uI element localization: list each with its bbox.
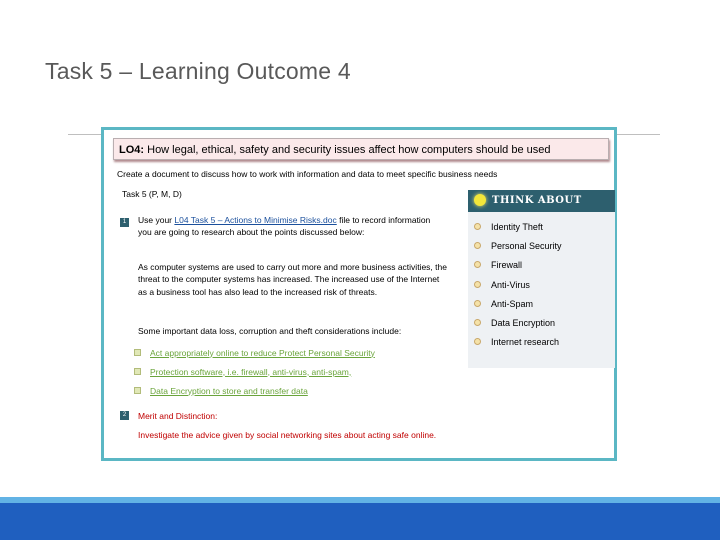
step-1-intro bbox=[138, 214, 438, 239]
list-item bbox=[474, 318, 562, 337]
think-item-label: Identity Theft bbox=[491, 222, 543, 232]
think-item-label: Anti-Spam bbox=[491, 298, 534, 309]
think-about-title: THINK ABOUT bbox=[492, 195, 582, 206]
square-bullet-icon bbox=[134, 387, 141, 394]
bullet-icon bbox=[474, 261, 481, 268]
list-item bbox=[134, 381, 375, 400]
instruction-text: Create a document to discuss how to work with information and data to meet specific business needs bbox=[117, 169, 498, 179]
think-item-label: Personal Security bbox=[491, 241, 562, 252]
list-item bbox=[474, 260, 562, 279]
bullet-icon bbox=[474, 300, 481, 307]
list-item bbox=[134, 343, 375, 362]
slide-title: Task 5 – Learning Outcome 4 bbox=[45, 58, 351, 84]
think-item-label: Data Encryption bbox=[491, 317, 556, 328]
bullet-icon bbox=[474, 242, 481, 249]
list-item bbox=[474, 222, 562, 241]
merit-text: Investigate the advice given by social networking sites about acting safe online. bbox=[138, 430, 437, 440]
banner-prefix: LO4: bbox=[119, 144, 145, 156]
considerations-list bbox=[134, 343, 375, 400]
bullet-icon bbox=[474, 223, 481, 230]
task-label: Task 5 (P, M, D) bbox=[122, 189, 182, 199]
lightbulb-icon bbox=[474, 194, 486, 206]
data-encryption-link[interactable]: Data Encryption to store and transfer data bbox=[150, 385, 308, 396]
merit-title: Merit and Distinction: bbox=[138, 411, 218, 421]
step-1-context: As computer systems are used to carry out more and more business activities, the threat to the computer systems has increased. The increased use of the Internet as a business tool has also lead to the increased risk of threats. bbox=[138, 262, 447, 297]
think-about-header bbox=[468, 190, 615, 212]
learning-outcome-banner bbox=[113, 138, 609, 160]
think-item-label: Anti-Virus bbox=[491, 279, 530, 290]
considerations-intro: Some important data loss, corruption and theft considerations include: bbox=[138, 326, 402, 336]
task-panel bbox=[101, 127, 617, 461]
bullet-icon bbox=[474, 338, 481, 345]
think-item-label: Internet research bbox=[491, 337, 560, 348]
think-item-label: Firewall bbox=[491, 260, 523, 271]
bullet-icon bbox=[474, 281, 481, 288]
intro-suffix: file to record information you are going to research about the points discussed below: bbox=[138, 215, 431, 238]
bullet-icon bbox=[474, 319, 481, 326]
footer-bar bbox=[0, 503, 720, 540]
step-2-marker: 2 bbox=[120, 411, 129, 420]
think-about-box bbox=[468, 212, 615, 368]
task-document-link[interactable]: L04 Task 5 – Actions to Minimise Risks.doc bbox=[174, 215, 337, 225]
list-item bbox=[474, 280, 562, 299]
list-item bbox=[474, 337, 562, 356]
personal-security-link[interactable]: Act appropriately online to reduce Protect Personal Security bbox=[150, 347, 375, 358]
list-item bbox=[474, 299, 562, 318]
list-item bbox=[474, 241, 562, 260]
square-bullet-icon bbox=[134, 368, 141, 375]
square-bullet-icon bbox=[134, 349, 141, 356]
banner-text: How legal, ethical, safety and security issues affect how computers should be used bbox=[144, 144, 551, 156]
step-1-marker: 1 bbox=[120, 218, 129, 227]
think-about-list bbox=[474, 222, 562, 356]
list-item bbox=[134, 362, 375, 381]
intro-prefix: Use your bbox=[138, 215, 175, 225]
protection-software-link[interactable]: Protection software, i.e. firewall, anti-virus, anti-spam, bbox=[150, 366, 352, 377]
